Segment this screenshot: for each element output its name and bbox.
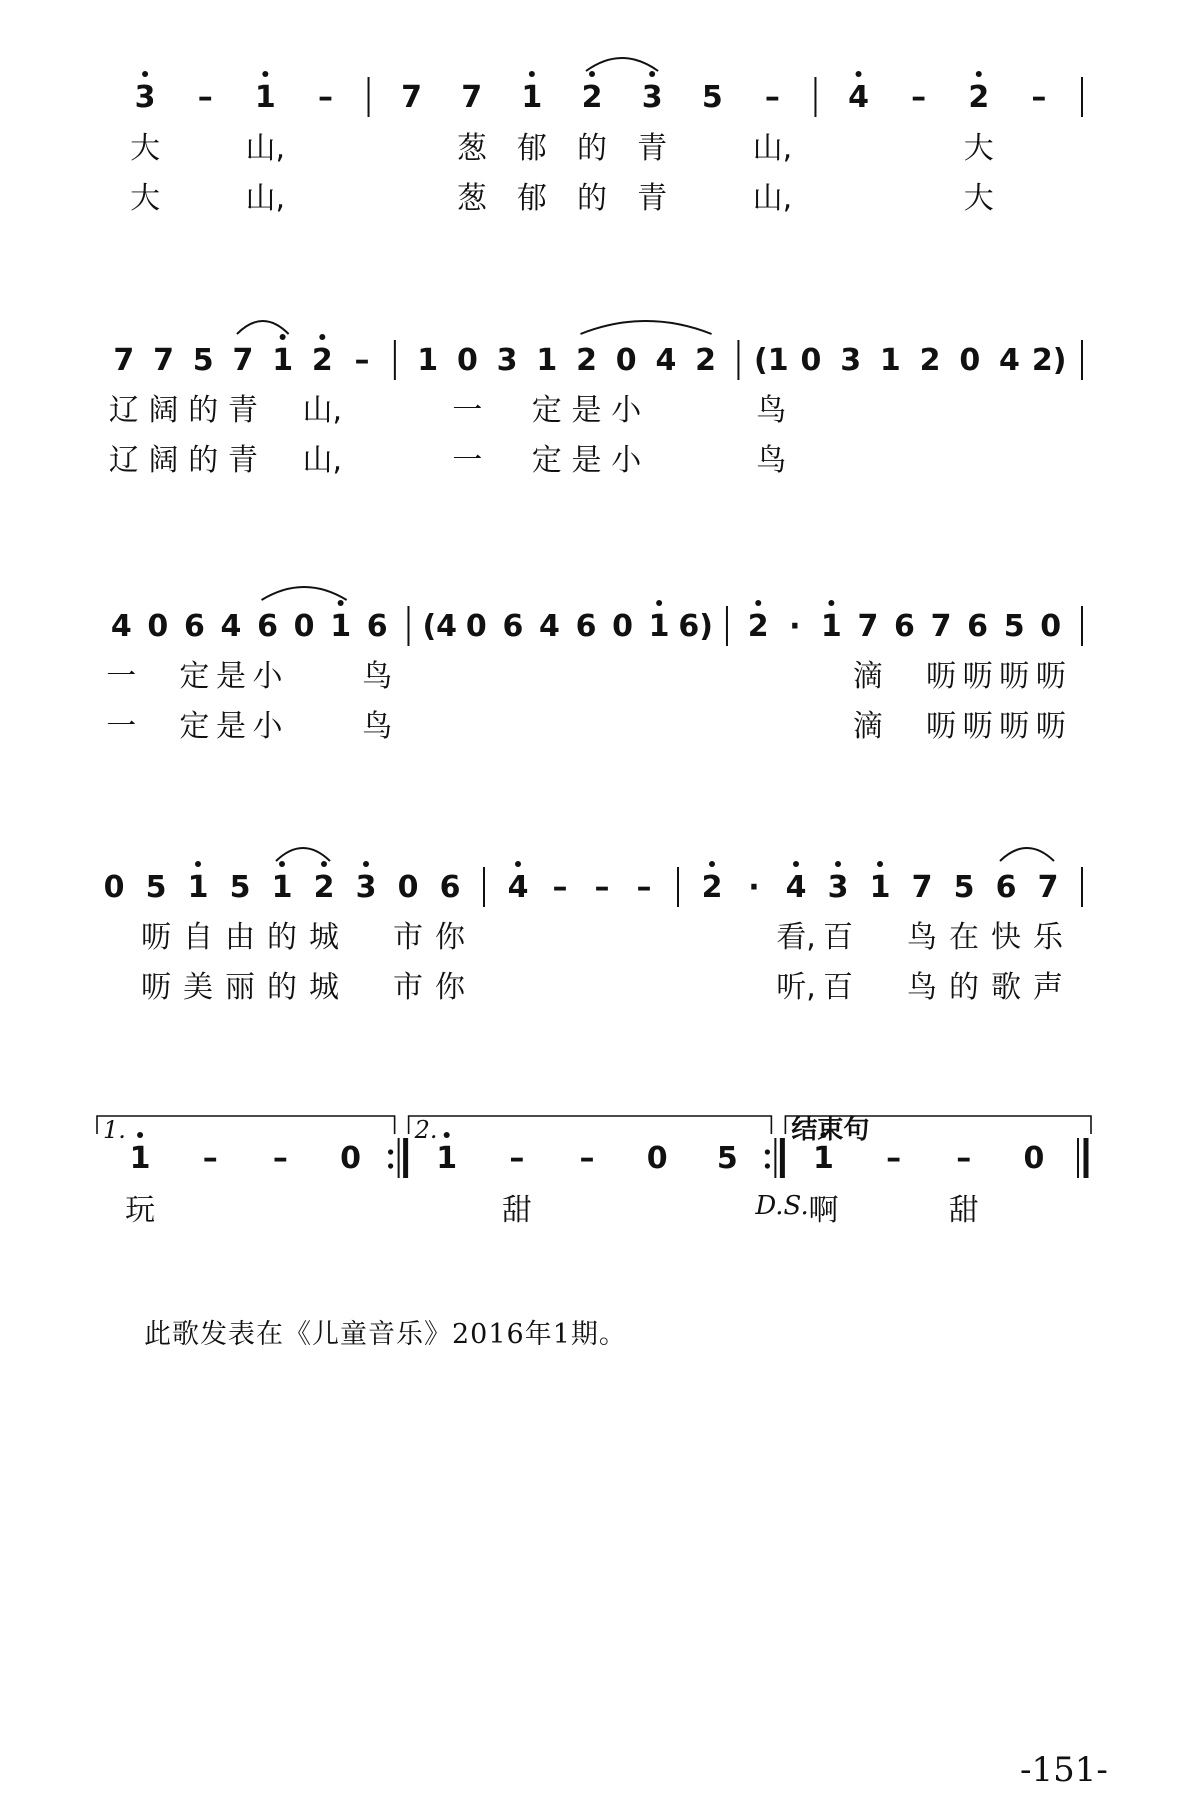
- octave-dot: [656, 600, 662, 606]
- lyric-line-2: [141, 970, 1063, 1005]
- lyric-char: 阔: [148, 443, 179, 478]
- note-digit: 1: [436, 1141, 458, 1176]
- lyric-char: 郁: [516, 131, 547, 166]
- lyric-char: 甜: [501, 1193, 532, 1228]
- octave-dot: [444, 1132, 450, 1138]
- lyric-char: 鸟: [362, 709, 393, 744]
- slur: [586, 58, 658, 71]
- note-digit: 4: [785, 870, 807, 905]
- lyric-char: 小: [611, 393, 642, 428]
- note-digit: –: [636, 870, 652, 905]
- lyric-char: 的: [267, 970, 297, 1005]
- note-digit: 2: [313, 870, 335, 905]
- note-digit: 2: [576, 343, 597, 378]
- octave-dot: [793, 861, 799, 867]
- system-3: [106, 587, 1082, 744]
- volta-bracket: [409, 1116, 772, 1134]
- note-digit: 7: [911, 870, 933, 905]
- note-digit: 7: [461, 80, 483, 115]
- lyric-char: 呖: [999, 709, 1030, 744]
- note-digit: 1: [879, 343, 901, 378]
- lyric-char: 的: [188, 443, 219, 478]
- volta-label: 结束句: [791, 1115, 870, 1145]
- octave-dot: [137, 1132, 143, 1138]
- lyric-char: 滴: [852, 709, 883, 744]
- note-digit: –: [202, 1141, 218, 1176]
- note-digit: 2: [968, 80, 990, 115]
- note-digit: 1: [536, 343, 558, 378]
- note-digit: 0: [612, 609, 633, 644]
- octave-dot: [877, 861, 883, 867]
- note-digit: 5: [1003, 609, 1025, 644]
- octave-dot: [976, 71, 982, 77]
- lyric-char: 定: [531, 393, 562, 428]
- note-digit: 4: [539, 609, 560, 644]
- lyric-char: 青: [227, 443, 258, 478]
- lyric-char: 青: [227, 393, 258, 428]
- note-digit: ·: [748, 870, 760, 905]
- note-digit: 2: [695, 343, 717, 378]
- note-digit: 1: [272, 343, 294, 378]
- lyric-char: 城: [309, 970, 339, 1005]
- octave-dot: [755, 600, 761, 606]
- note-digit: 0: [800, 343, 822, 378]
- lyric-char: 市: [393, 920, 423, 955]
- octave-dot: [835, 861, 841, 867]
- note-digit: 1: [187, 870, 209, 905]
- note-digit: 7: [232, 343, 254, 378]
- note-digit: 3: [641, 80, 663, 115]
- note-digit: –: [272, 1141, 288, 1176]
- lyric-line-2: [106, 709, 1065, 744]
- note-digit: 1: [417, 343, 439, 378]
- lyric-char: 自: [183, 920, 213, 955]
- repeat-dot: [765, 1163, 770, 1168]
- lyric-char: 定: [179, 659, 210, 694]
- lyric-char: 呖: [141, 920, 171, 955]
- note-digit: 0: [646, 1141, 668, 1176]
- lyric-char: 声: [1033, 970, 1063, 1005]
- note-digit: 0: [456, 343, 478, 378]
- lyric-char: 城: [309, 920, 339, 955]
- note-digit: 2: [581, 80, 603, 115]
- repeat-dot: [388, 1163, 393, 1168]
- note-digit: 0: [103, 870, 125, 905]
- note-digit: –: [594, 870, 610, 905]
- lyric-char: 青: [637, 181, 668, 216]
- lyric-char: 呖: [926, 659, 957, 694]
- lyric-char: 山,: [302, 393, 343, 428]
- lyric-char: 歌: [991, 970, 1021, 1005]
- note-digit: 0: [1040, 609, 1062, 644]
- note-digit: 5: [953, 870, 975, 905]
- octave-dot: [280, 334, 286, 340]
- note-digit: 6: [439, 870, 461, 905]
- note-digit: 0: [959, 343, 981, 378]
- lyric-char: 甜: [948, 1193, 979, 1228]
- note-digit: 1: [869, 870, 891, 905]
- octave-dot: [709, 861, 715, 867]
- lyric-char: 看,: [776, 920, 816, 955]
- system-2: [109, 321, 1082, 478]
- octave-dot: [142, 71, 148, 77]
- note-digit: 0: [147, 609, 169, 644]
- note-digit: 5: [701, 80, 723, 115]
- note-digit: 0: [615, 343, 637, 378]
- lyric-char: 是: [571, 393, 602, 428]
- slur: [262, 587, 347, 600]
- lyric-char: 小: [252, 659, 283, 694]
- note-digit: 4: [507, 870, 529, 905]
- lyric-char: 小: [252, 709, 283, 744]
- note-digit: 2: [747, 609, 769, 644]
- octave-dot: [515, 861, 521, 867]
- octave-dot: [589, 71, 595, 77]
- volta-bracket: [97, 1116, 395, 1134]
- note-digit: 3: [840, 343, 862, 378]
- lyric-char: 鸟: [907, 920, 937, 955]
- note-digit: 3: [496, 343, 518, 378]
- lyric-char: 滴: [852, 659, 883, 694]
- lyric-char: 山,: [302, 443, 343, 478]
- lyric-line-1: [106, 659, 1065, 694]
- note-digit: 1: [521, 80, 543, 115]
- lyric-char: 美: [183, 970, 213, 1005]
- note-digit: 0: [340, 1141, 361, 1176]
- volta-label: 2.: [414, 1116, 438, 1144]
- lyric-char: 你: [435, 970, 465, 1005]
- lyric-char: 是: [571, 443, 602, 478]
- octave-dot: [828, 600, 834, 606]
- note-digit: 4: [999, 343, 1020, 378]
- note-digit: 6: [257, 609, 278, 644]
- note-digit: 6: [967, 609, 989, 644]
- lyric-char: 定: [179, 709, 210, 744]
- octave-dot: [649, 71, 655, 77]
- lyric-char: 鸟: [907, 970, 937, 1005]
- lyric-char: 定: [531, 443, 562, 478]
- note-digit: 4: [110, 609, 132, 644]
- note-digit: 7: [1037, 870, 1059, 905]
- note-digit: 1: [271, 870, 293, 905]
- lyric-char: 葱: [456, 181, 487, 216]
- note-digit: 7: [153, 343, 174, 378]
- lyric-char: 的: [267, 920, 297, 955]
- lyric-char: 呖: [999, 659, 1030, 694]
- note-digit: 0: [397, 870, 419, 905]
- lyric-char: 你: [435, 920, 465, 955]
- lyric-line-2: [109, 443, 786, 478]
- slur: [1000, 848, 1054, 861]
- lyric-char: 的: [577, 131, 607, 166]
- lyric-char: 呖: [962, 659, 993, 694]
- note-digit: 6: [575, 609, 597, 644]
- lyric-line-1: [125, 1193, 979, 1228]
- octave-dot: [856, 71, 862, 77]
- note-digit: –: [764, 80, 780, 115]
- lyric-char: 呖: [962, 709, 993, 744]
- slur: [581, 321, 712, 334]
- lyric-char: 是: [215, 659, 246, 694]
- lyric-char: 辽: [108, 393, 139, 428]
- octave-dot: [319, 334, 325, 340]
- note-digit: 2: [311, 343, 333, 378]
- repeat-dot: [765, 1149, 770, 1154]
- note-digit: 7: [857, 609, 879, 644]
- lyric-char: 呖: [1035, 659, 1066, 694]
- publication-footnote: 此歌发表在《儿童音乐》2016年1期。: [144, 1319, 627, 1350]
- note-digit: 6: [366, 609, 388, 644]
- lyric-char: 山,: [752, 181, 793, 216]
- lyric-char: 在: [949, 920, 979, 955]
- lyric-char: 小: [611, 443, 642, 478]
- octave-dot: [529, 71, 535, 77]
- note-digit: –: [911, 80, 927, 115]
- note-digit: 1: [648, 609, 670, 644]
- lyric-char: 的: [577, 181, 607, 216]
- note-digit: –: [579, 1141, 595, 1176]
- lyric-char: 呖: [141, 970, 171, 1005]
- lyric-char: 大: [130, 181, 161, 216]
- note-digit: 1: [254, 80, 276, 115]
- lyric-char: 丽: [225, 970, 255, 1005]
- octave-dot: [363, 861, 369, 867]
- note-digit: 6): [678, 609, 713, 644]
- note-digit: –: [317, 80, 333, 115]
- repeat-dot: [388, 1149, 393, 1154]
- dal-segno-mark: D.S.: [755, 1191, 809, 1221]
- lyric-char: 山,: [245, 131, 286, 166]
- octave-dot: [195, 861, 201, 867]
- lyric-char: 一: [452, 393, 483, 428]
- lyric-char: 大: [963, 131, 994, 166]
- page-number: -151-: [1020, 1750, 1108, 1790]
- lyric-char: 的: [949, 970, 979, 1005]
- note-digit: 6: [502, 609, 524, 644]
- note-digit: 2): [1031, 343, 1067, 378]
- note-digit: 2: [919, 343, 941, 378]
- note-digit: 4: [655, 343, 677, 378]
- lyric-char: 青: [637, 131, 668, 166]
- lyric-char: 啊: [808, 1193, 839, 1228]
- note-digit: 4: [848, 80, 869, 115]
- lyric-char: 阔: [148, 393, 179, 428]
- lyric-char: 辽: [108, 443, 139, 478]
- lyric-char: 大: [963, 181, 994, 216]
- note-digit: 0: [465, 609, 487, 644]
- lyric-char: 郁: [516, 181, 547, 216]
- lyric-char: 市: [393, 970, 423, 1005]
- octave-dot: [262, 71, 268, 77]
- note-digit: 5: [145, 870, 167, 905]
- system-4: [104, 848, 1082, 1005]
- lyric-char: 快: [991, 920, 1021, 955]
- note-digit: –: [956, 1141, 972, 1176]
- slur: [237, 321, 289, 334]
- note-digit: 1: [813, 1141, 834, 1176]
- note-digit: 6: [995, 870, 1017, 905]
- note-digit: –: [354, 343, 370, 378]
- lyric-char: 鸟: [756, 443, 787, 478]
- lyric-char: 的: [188, 393, 219, 428]
- note-digit: –: [552, 870, 568, 905]
- note-digit: 7: [113, 343, 135, 378]
- lyric-line-1: [130, 131, 994, 166]
- note-digit: 1: [330, 609, 352, 644]
- lyric-char: 大: [130, 131, 161, 166]
- volta-label: 1.: [103, 1116, 126, 1144]
- lyric-line-2: [130, 181, 994, 216]
- lyric-char: 百: [823, 920, 853, 955]
- note-digit: 3: [355, 870, 377, 905]
- lyric-char: 一: [452, 443, 483, 478]
- lyric-char: 玩: [125, 1193, 156, 1228]
- lyric-char: 一: [106, 659, 137, 694]
- lyric-line-1: [109, 393, 786, 428]
- note-digit: –: [509, 1141, 525, 1176]
- lyric-line-1: [141, 920, 1064, 955]
- octave-dot: [321, 861, 327, 867]
- lyric-char: 山,: [752, 131, 793, 166]
- system-5: [97, 1114, 1091, 1228]
- note-digit: 4: [220, 609, 242, 644]
- note-digit: 7: [930, 609, 952, 644]
- lyric-char: 百: [823, 970, 853, 1005]
- lyric-char: 听,: [776, 970, 816, 1005]
- lyric-char: 由: [225, 920, 255, 955]
- note-digit: (4: [422, 609, 458, 644]
- lyric-char: 乐: [1033, 920, 1063, 955]
- note-digit: 6: [894, 609, 915, 644]
- slur: [276, 848, 330, 861]
- note-digit: –: [1031, 80, 1047, 115]
- note-digit: 5: [192, 343, 214, 378]
- note-digit: 7: [401, 80, 423, 115]
- note-digit: 3: [134, 80, 156, 115]
- note-digit: 2: [701, 870, 723, 905]
- note-digit: 6: [183, 609, 205, 644]
- lyric-char: 是: [215, 709, 246, 744]
- lyric-char: 呖: [1035, 709, 1066, 744]
- lyric-char: 葱: [456, 131, 487, 166]
- note-digit: –: [197, 80, 213, 115]
- note-digit: 1: [820, 609, 842, 644]
- note-digit: 3: [827, 870, 849, 905]
- system-1: [130, 58, 1082, 216]
- note-digit: 5: [716, 1141, 738, 1176]
- note-digit: ·: [789, 609, 801, 644]
- note-digit: (1: [753, 343, 789, 378]
- note-digit: –: [886, 1141, 902, 1176]
- octave-dot: [279, 861, 285, 867]
- lyric-char: 鸟: [362, 659, 393, 694]
- note-digit: 5: [229, 870, 251, 905]
- note-digit: 1: [129, 1141, 151, 1176]
- lyric-char: 呖: [926, 709, 957, 744]
- octave-dot: [338, 600, 344, 606]
- note-digit: 0: [1023, 1141, 1045, 1176]
- lyric-char: 山,: [245, 181, 286, 216]
- lyric-char: 一: [106, 709, 137, 744]
- lyric-char: 鸟: [756, 393, 787, 428]
- note-digit: 0: [293, 609, 315, 644]
